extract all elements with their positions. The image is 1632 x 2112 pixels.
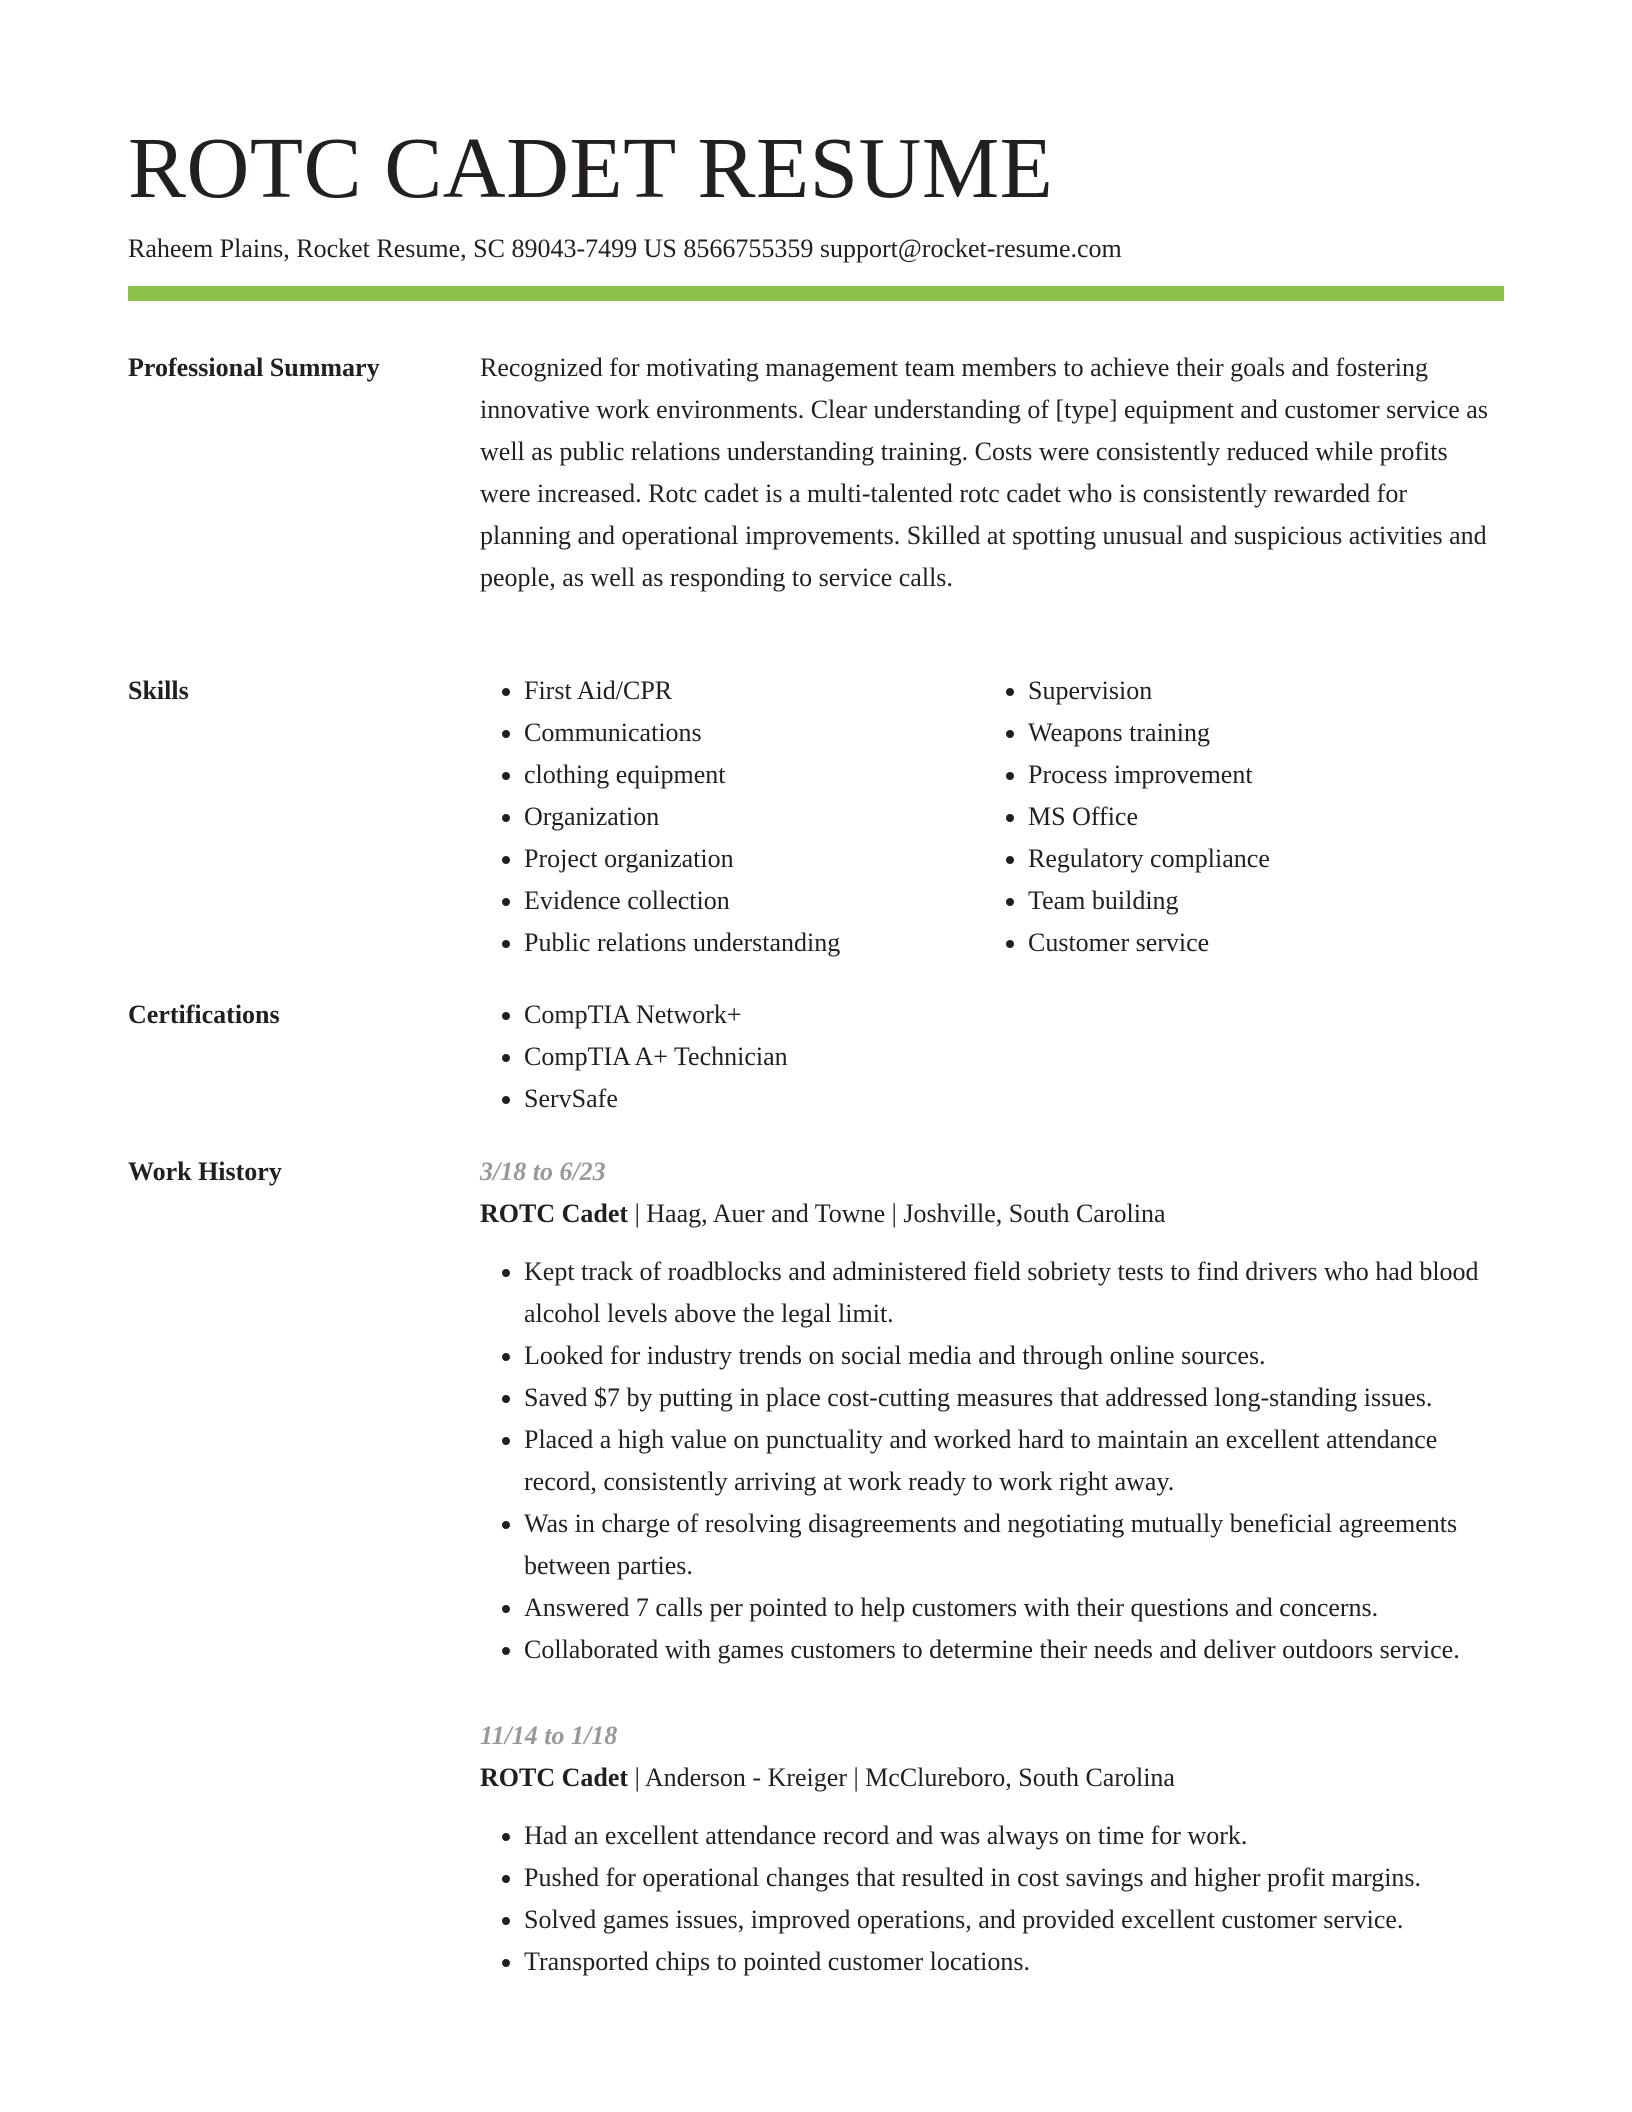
skill-item: • Customer service: [1028, 922, 1488, 964]
summary-text: Recognized for motivating management team members to achieve their goals and fostering innovative work environments. Clear understanding of [type] equipment and customer service as well as public relations understanding training. Costs were consistently reduced while profits were increased. Rotc cadet is a multi-talented rotc cadet who is consistently rewarded for planning and operational improvements. Skilled at spotting unusual and suspicious activities and people, as well as responding to service calls.: [480, 353, 1488, 592]
work-history-body: [480, 1151, 1504, 1983]
skill-item: • First Aid/CPR: [524, 670, 984, 712]
summary-body: [480, 347, 1504, 599]
certifications-body: [480, 994, 1504, 1120]
skill-item: • Public relations understanding: [524, 922, 984, 964]
job-bullet: • Collaborated with games customers to determine their needs and deliver outdoors service.: [524, 1629, 1504, 1671]
skills-heading: Skills: [128, 676, 189, 705]
job-bullets: [480, 1251, 1504, 1671]
job-title: ROTC Cadet: [480, 1199, 629, 1228]
skills-column-right: [984, 670, 1488, 964]
skill-item: • Regulatory compliance: [1028, 838, 1488, 880]
skill-item: • Evidence collection: [524, 880, 984, 922]
job-employer-location: | Anderson - Kreiger | McClureboro, South Carolina: [628, 1763, 1175, 1792]
skills-list-right: [984, 670, 1488, 964]
certification-item: • CompTIA Network+: [524, 994, 1504, 1036]
skill-item: • Organization: [524, 796, 984, 838]
job-role-line: [480, 1193, 1504, 1235]
skills-list-left: [480, 670, 984, 964]
skill-item: • Communications: [524, 712, 984, 754]
job-bullet: • Kept track of roadblocks and administered field sobriety tests to find drivers who had blood alcohol levels above the legal limit.: [524, 1251, 1504, 1335]
job-bullet: • Had an excellent attendance record and was always on time for work.: [524, 1815, 1504, 1857]
contact-line: Raheem Plains, Rocket Resume, SC 89043-7499 US 8566755359 support@rocket-resume.com: [128, 234, 1122, 263]
job-role-line: [480, 1757, 1504, 1799]
job-bullet: • Solved games issues, improved operations, and provided excellent customer service.: [524, 1899, 1504, 1941]
certification-item: • CompTIA A+ Technician: [524, 1036, 1504, 1078]
summary-heading: Professional Summary: [128, 353, 380, 382]
job-bullet: • Transported chips to pointed customer locations.: [524, 1941, 1504, 1983]
accent-divider: [128, 286, 1504, 301]
skill-item: • Weapons training: [1028, 712, 1488, 754]
job-entry: [480, 1151, 1504, 1671]
skill-item: • clothing equipment: [524, 754, 984, 796]
skill-item: • Supervision: [1028, 670, 1488, 712]
job-bullet: • Saved $7 by putting in place cost-cutting measures that addressed long-standing issues.: [524, 1377, 1504, 1419]
job-dates: 3/18 to 6/23: [480, 1157, 606, 1186]
job-bullet: • Placed a high value on punctuality and worked hard to maintain an excellent attendance record, consistently arriving at work ready to work right away.: [524, 1419, 1504, 1503]
job-bullets: [480, 1815, 1504, 1983]
job-bullet: • Looked for industry trends on social media and through online sources.: [524, 1335, 1504, 1377]
certifications-heading: Certifications: [128, 1000, 280, 1029]
skill-item: • Process improvement: [1028, 754, 1488, 796]
resume-title: ROTC CADET RESUME: [128, 119, 1054, 216]
job-bullet: • Was in charge of resolving disagreements and negotiating mutually beneficial agreements between parties.: [524, 1503, 1504, 1587]
job-title: ROTC Cadet: [480, 1763, 629, 1792]
job-bullet: • Pushed for operational changes that resulted in cost savings and higher profit margins.: [524, 1857, 1504, 1899]
skill-item: • Project organization: [524, 838, 984, 880]
job-dates: 11/14 to 1/18: [480, 1721, 618, 1750]
certification-item: • ServSafe: [524, 1078, 1504, 1120]
skill-item: • Team building: [1028, 880, 1488, 922]
skills-column-left: [480, 670, 984, 964]
job-entry: [480, 1715, 1504, 1983]
work-history-heading: Work History: [128, 1157, 282, 1186]
skill-item: • MS Office: [1028, 796, 1488, 838]
certifications-list: [480, 994, 1504, 1120]
job-employer-location: | Haag, Auer and Towne | Joshville, South Carolina: [628, 1199, 1166, 1228]
job-bullet: • Answered 7 calls per pointed to help customers with their questions and concerns.: [524, 1587, 1504, 1629]
skills-body: [480, 670, 1504, 964]
